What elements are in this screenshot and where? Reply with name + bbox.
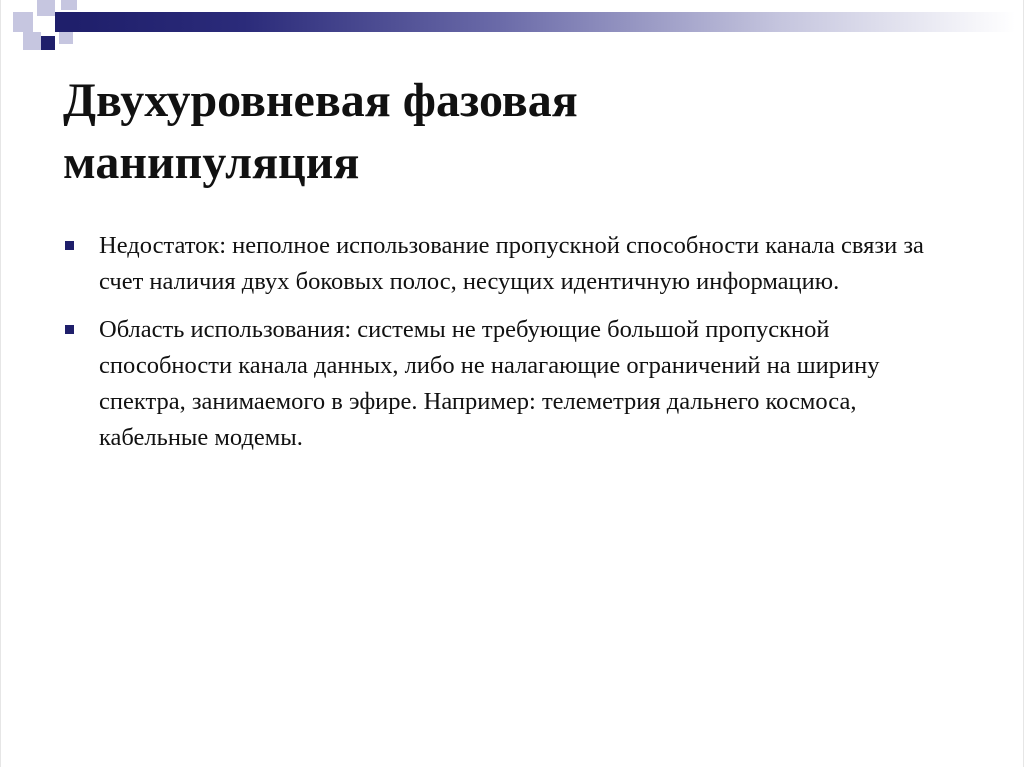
bullet-item xyxy=(63,312,963,456)
deco-square xyxy=(23,32,41,50)
deco-square xyxy=(13,12,33,32)
square-bullet-icon xyxy=(65,325,74,334)
bullet-text: Недостаток: неполное использование пропускной способности канала связи за счет наличия двух боковых полос, несущих идентичную информацию. xyxy=(99,232,924,295)
deco-square xyxy=(37,0,55,16)
slide-title-line: Двухуровневая фазовая xyxy=(63,74,578,127)
header-gradient-bar xyxy=(75,12,1015,32)
slide-title-line: манипуляция xyxy=(63,136,360,189)
bullet-list xyxy=(63,228,963,468)
slide-title xyxy=(63,70,963,194)
deco-square xyxy=(55,12,75,32)
deco-square xyxy=(41,36,55,50)
square-bullet-icon xyxy=(65,241,74,250)
bullet-item xyxy=(63,228,963,300)
deco-square xyxy=(61,0,77,10)
corner-squares-decoration xyxy=(1,0,91,64)
deco-square xyxy=(59,32,73,44)
bullet-text: Область использования: системы не требующие большой пропускной способности канала данных, либо не налагающие ограничений на ширину спектра, занимаемого в эфире. Например: телеметрия дальнего космоса, кабельные модемы. xyxy=(99,316,880,451)
